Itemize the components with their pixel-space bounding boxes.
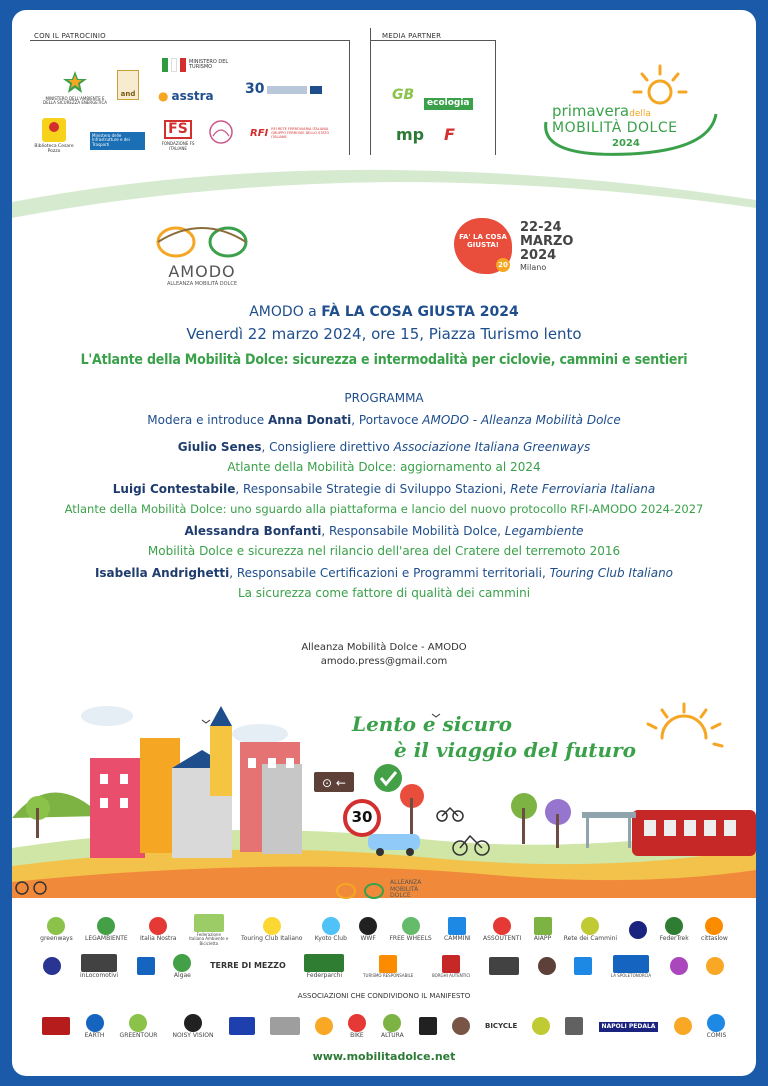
patronage-divider: [349, 40, 350, 155]
logo-rfi: RFI RFI RETE FERROVIARIA ITALIANA GRUPPO FERROVIE DELLO STATO ITALIANE: [250, 127, 330, 140]
logo-fondazione-fs: FS FONDAZIONE FS ITALIANE: [161, 121, 195, 151]
footer-logo: [565, 1017, 583, 1036]
footer-row-2: [12, 954, 756, 980]
footer-logo: [419, 1017, 437, 1036]
footer-logo: [229, 1017, 255, 1036]
footer-logo: Kyoto Club: [315, 917, 347, 943]
footer-row-1: [12, 914, 756, 946]
footer-logo: BIKE: [348, 1014, 366, 1040]
star-icon: [62, 70, 88, 94]
footer-logo: ASSOUTENTI: [483, 917, 521, 943]
footer-logo: [43, 957, 61, 976]
event-subtitle: L'Atlante della Mobilità Dolce: sicurezza e intermodalità per ciclovie, cammini e sentieri: [80, 352, 688, 368]
logo-ecologia: ecologia: [424, 98, 473, 110]
footer-logo: CAMMINI: [444, 917, 471, 943]
speaker-1-topic: Atlante della Mobilità Dolce: aggiornamento al 2024: [227, 460, 541, 474]
footer-logo: [538, 957, 556, 976]
footer-logo: NAPOLI PEDALA: [599, 1022, 659, 1033]
media-label: MEDIA PARTNER: [382, 32, 442, 40]
footer-logo: GREENTOUR: [120, 1014, 158, 1040]
footer-logo: ALTURA: [381, 1014, 404, 1040]
footer-logo: Rete dei Cammini: [564, 917, 617, 943]
logo-amodo: AMODO ALLEANZA MOBILITÀ DOLCE: [152, 220, 252, 286]
speaker-3-topic: Mobilità Dolce e sicurezza nel rilancio dell'area del Cratere del terremoto 2016: [147, 544, 621, 558]
logo-asstra: ● asstra: [158, 89, 214, 103]
footer-logo: Italia Nostra: [140, 917, 177, 943]
media-divider-left: [370, 28, 371, 155]
slogan-line-2: è il viaggio del futuro: [394, 738, 636, 762]
footer-logo: TERRE DI MEZZO: [210, 961, 286, 971]
program-heading: PROGRAMMA: [344, 391, 424, 405]
footer-logo: AIAPP: [534, 917, 552, 943]
footer-logo: [489, 957, 519, 976]
event-date: Venerdì 22 marzo 2024, ore 15, Piazza Turismo lento: [186, 325, 582, 343]
speaker-2-topic: Atlante della Mobilità Dolce: uno sguardo alla piattaforma e lancio del nuovo protocollo RFI-AMODO 2024-2027: [64, 502, 704, 516]
footer-logo: [670, 957, 688, 976]
logo-mp: mp: [396, 125, 425, 144]
footer-logo: EARTH: [85, 1014, 105, 1040]
footer-logo: COMIS: [707, 1014, 727, 1040]
logo-turismo: MINISTERO DEL TURISMO: [162, 58, 229, 72]
footer-logo: Federparchi: [304, 954, 344, 980]
logo-fa-la-cosa-giusta: FA' LA COSA GIUSTA! 20 22-24 MARZO 2024 Milano: [454, 214, 584, 280]
logo-primavera: primaveradella MOBILITÀ DOLCE 2024: [530, 62, 730, 158]
media-line: [370, 40, 495, 41]
footer-row-3: [12, 1014, 756, 1040]
footer-logo: [452, 1017, 470, 1036]
poster: [12, 10, 756, 1076]
speaker-4-topic: La sicurezza come fattore di qualità dei cammini: [237, 586, 531, 600]
footer-logo: [532, 1017, 550, 1036]
logo-biblioteca: Biblioteca Cesare Pozzo: [34, 118, 74, 155]
contact-org: Alleanza Mobilità Dolce - AMODO: [301, 642, 467, 653]
patronage-label: CON IL PATROCINIO: [34, 32, 106, 40]
footer-logo: [42, 1017, 70, 1036]
footer-logo: NOISY VISION: [172, 1014, 213, 1040]
speaker-4: Isabella Andrighetti, Responsabile Certificazioni e Programmi territoriali, Touring Club Italiano: [94, 566, 674, 580]
footer-logo: Touring Club Italiano: [241, 917, 302, 943]
slogan-line-1: Lento e sicuro: [352, 712, 513, 736]
logo-30: 30: [245, 82, 322, 97]
speed-sign-value: 30: [351, 808, 373, 826]
footer-logo: [137, 957, 155, 976]
footer-logo: FREE WHEELS: [389, 917, 431, 943]
footer-logo: [629, 921, 647, 940]
footer-logo: inLocomotivi: [80, 954, 118, 980]
speaker-3: Alessandra Bonfanti, Responsabile Mobilità Dolce, Legambiente: [184, 524, 584, 538]
footer-logo: greenways: [40, 917, 73, 943]
logo-gb: GB: [392, 87, 415, 103]
speaker-1: Giulio Senes, Consigliere direttivo Associazione Italiana Greenways: [177, 440, 591, 454]
logo-mit: Ministero delle Infrastrutture e dei Trasporti: [90, 132, 145, 150]
footer-logo: LEGAMBIENTE: [85, 917, 128, 943]
program-moderator: Modera e introduce Anna Donati, Portavoce AMODO - Alleanza Mobilità Dolce: [147, 413, 621, 427]
footer-logo: [270, 1017, 300, 1036]
footer-logo: BORGHI AUTENTICI: [432, 955, 470, 978]
patronage-line: [30, 40, 350, 41]
footer-logo: WWF: [359, 917, 377, 943]
footer-logo: BICYCLE: [484, 1021, 518, 1030]
footer-amodo-logo: ALLEANZA MOBILITÀ DOLCE: [334, 880, 430, 900]
footer-logo: [574, 957, 592, 976]
footer-logo: cittaslow: [701, 917, 728, 943]
media-divider-right: [495, 40, 496, 155]
header-swoosh: [12, 160, 756, 220]
manifesto-label: ASSOCIAZIONI CHE CONDIVIDONO IL MANIFESTO: [297, 992, 471, 1000]
speaker-2: Luigi Contestabile, Responsabile Strategie di Sviluppo Stazioni, Rete Ferroviaria Italiana: [112, 482, 656, 496]
event-title: AMODO a FÀ LA COSA GIUSTA 2024: [249, 304, 519, 320]
website-link[interactable]: www.mobilitadolce.net: [312, 1050, 456, 1063]
contact-email[interactable]: amodo.press@gmail.com: [320, 656, 448, 667]
footer-logo: Algae: [173, 954, 191, 980]
footer-logo: [315, 1017, 333, 1036]
logo-f: F: [444, 125, 455, 144]
footer-logo: FederTrek: [660, 917, 689, 943]
logo-and: and: [117, 70, 139, 100]
footer-logo: LA SPOLETONORCIA: [611, 955, 651, 978]
svg-text:⊙ ←: ⊙ ←: [322, 776, 346, 790]
footer-logo: [674, 1017, 692, 1036]
logo-mase: MINISTERO DELL'AMBIENTE E DELLA SICUREZZA ENERGETICA: [40, 70, 110, 106]
footer-logo: [706, 957, 724, 976]
logo-cerchio: [207, 118, 235, 146]
amodo-wheels-icon: [152, 220, 252, 258]
footer-logo: Federazione Italiana Ambiente e Bicicletta: [189, 914, 229, 946]
footer-logo: TURISMO RESPONSABILE: [363, 955, 413, 978]
